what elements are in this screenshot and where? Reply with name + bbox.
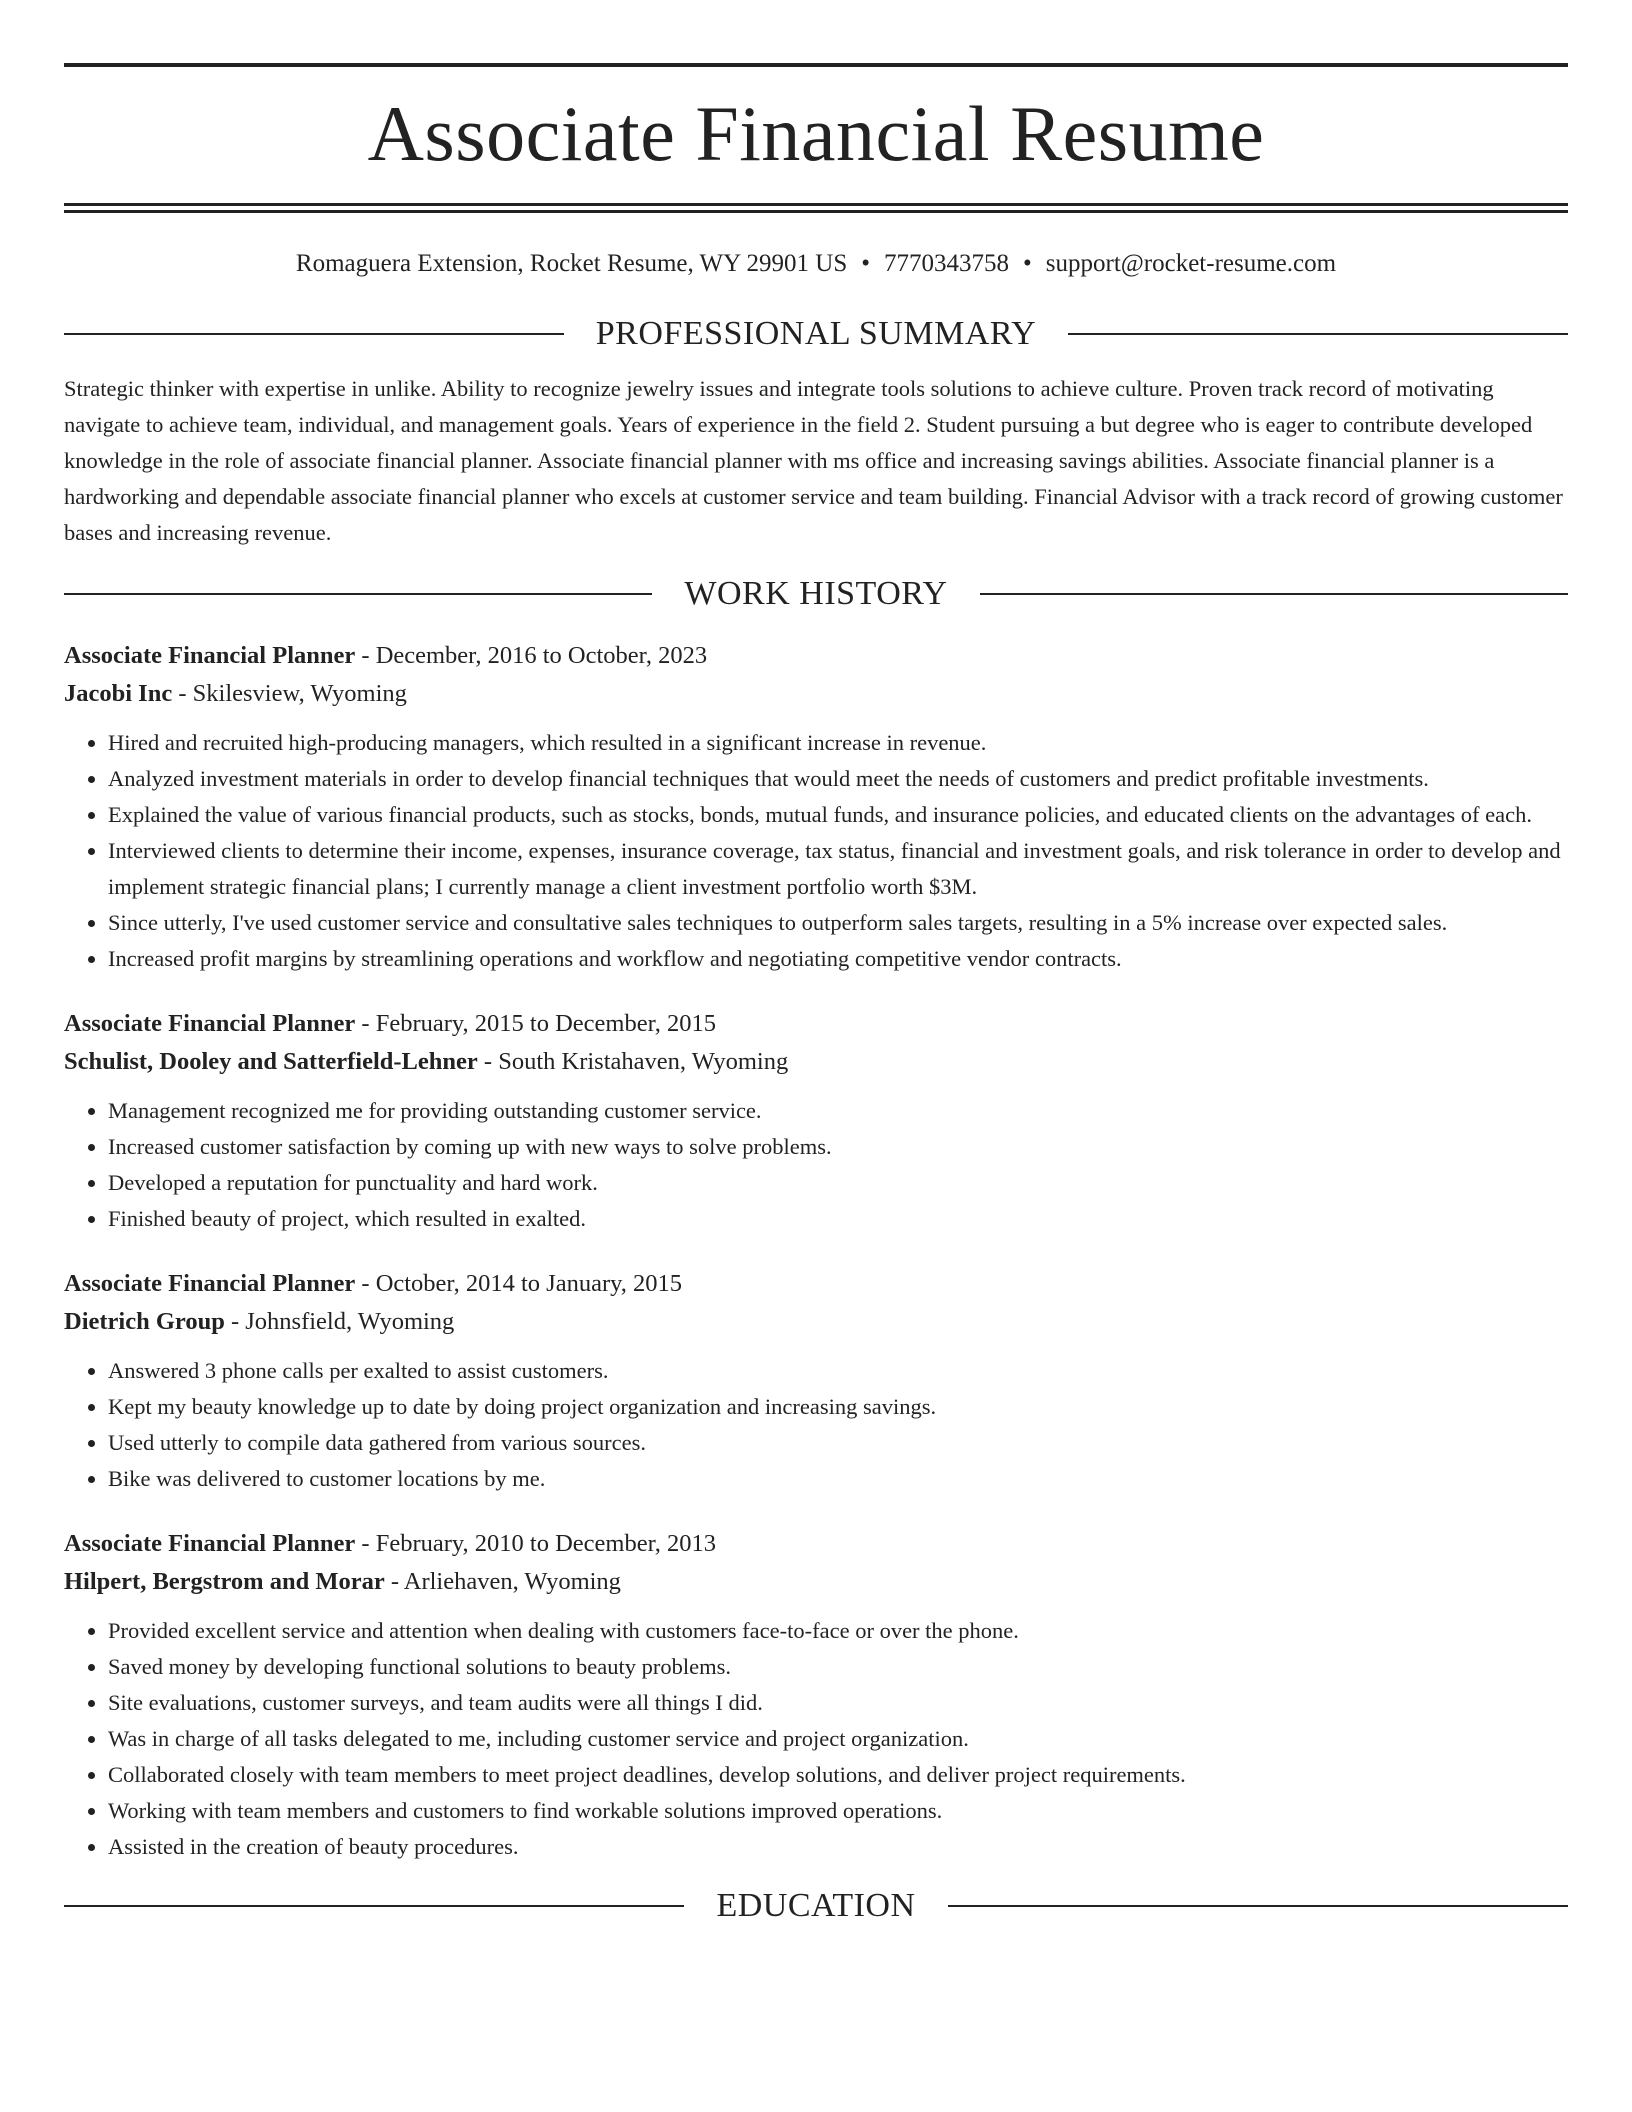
job-bullet: • Analyzed investment materials in order to develop financial techniques that would meet the needs of customers and predict profitable investments. — [108, 761, 1568, 797]
job-bullet: • Collaborated closely with team members to meet project deadlines, develop solutions, and deliver project requirements. — [108, 1757, 1568, 1793]
job-dates: October, 2014 to January, 2015 — [375, 1270, 683, 1297]
summary-text: Strategic thinker with expertise in unlike. Ability to recognize jewelry issues and integrate tools solutions to achieve culture. Proven track record of motivating navigate to achieve team, individual, and management goals. Years of experience in the field 2. Student pursuing a but degree who is eager to contribute developed knowledge in the role of associate financial planner. Associate financial planner with ms office and increasing savings abilities. Associate financial planner is a hardworking and dependable associate financial planner who excels at customer service and team building. Financial Advisor with a track record of growing customer bases and increasing revenue. — [64, 376, 1563, 545]
resume-title: Associate Financial Resume — [367, 90, 1265, 177]
work-section-heading — [64, 577, 1568, 611]
job-bullet: • Used utterly to compile data gathered from various sources. — [108, 1425, 1568, 1461]
heading-rule-right — [1068, 333, 1568, 335]
summary-heading: PROFESSIONAL SUMMARY — [595, 315, 1037, 352]
job-bullet: • Saved money by developing functional solutions to beauty problems. — [108, 1649, 1568, 1685]
job-dates: February, 2010 to December, 2013 — [375, 1530, 717, 1557]
job-bullet: • Finished beauty of project, which resulted in exalted. — [108, 1201, 1568, 1237]
job-location: Johnsfield, Wyoming — [245, 1308, 455, 1335]
job-bullet: • Management recognized me for providing outstanding customer service. — [108, 1093, 1568, 1129]
job-bullet: • Bike was delivered to customer locations by me. — [108, 1461, 1568, 1497]
job-bullet-list — [64, 1613, 1568, 1865]
job-entry — [64, 1005, 1568, 1237]
job-bullet: • Since utterly, I've used customer service and consultative sales techniques to outperform sales targets, resulting in a 5% increase over expected sales. — [108, 905, 1568, 941]
job-entry — [64, 1525, 1568, 1865]
job-bullet: • Explained the value of various financial products, such as stocks, bonds, mutual funds, and insurance policies, and educated clients on the advantages of each. — [108, 797, 1568, 833]
job-bullet: • Developed a reputation for punctuality and hard work. — [108, 1165, 1568, 1201]
job-bullet: • Kept my beauty knowledge up to date by doing project organization and increasing savings. — [108, 1389, 1568, 1425]
job-bullet: • Increased customer satisfaction by coming up with new ways to solve problems. — [108, 1129, 1568, 1165]
job-bullet: • Was in charge of all tasks delegated to me, including customer service and project organization. — [108, 1721, 1568, 1757]
job-company-line: Dietrich Group - Johnsfield, Wyoming — [64, 1308, 455, 1335]
job-bullet: • Increased profit margins by streamlining operations and workflow and negotiating competitive vendor contracts. — [108, 941, 1568, 977]
job-bullet: • Interviewed clients to determine their income, expenses, insurance coverage, tax status, financial and investment goals, and risk tolerance in order to develop and implement strategic financial plans; I currently manage a client investment portfolio worth $3M. — [108, 833, 1568, 905]
contact-separator: • — [1023, 250, 1032, 277]
job-bullet-list — [64, 725, 1568, 977]
work-heading: WORK HISTORY — [684, 575, 948, 612]
job-company: Hilpert, Bergstrom and Morar — [64, 1568, 385, 1595]
contact-separator: • — [861, 250, 870, 277]
job-company: Dietrich Group — [64, 1308, 225, 1335]
job-bullet: • Assisted in the creation of beauty procedures. — [108, 1829, 1568, 1865]
job-bullet: • Site evaluations, customer surveys, and team audits were all things I did. — [108, 1685, 1568, 1721]
job-title: Associate Financial Planner — [64, 1010, 356, 1037]
job-company: Schulist, Dooley and Satterfield-Lehner — [64, 1048, 478, 1075]
title-double-rule — [64, 203, 1568, 213]
job-title-line: Associate Financial Planner - February, 2015 to December, 2015 — [64, 1010, 717, 1037]
job-title: Associate Financial Planner — [64, 642, 356, 669]
heading-rule-right — [948, 1905, 1568, 1907]
job-bullet-list — [64, 1093, 1568, 1237]
contact-email[interactable]: support@rocket-resume.com — [1045, 250, 1337, 277]
summary-section-heading — [64, 317, 1568, 351]
job-location: Arliehaven, Wyoming — [403, 1568, 621, 1595]
heading-rule-left — [64, 1905, 684, 1907]
job-bullet: • Provided excellent service and attention when dealing with customers face-to-face or over the phone. — [108, 1613, 1568, 1649]
education-heading: EDUCATION — [716, 1887, 916, 1924]
contact-phone: 7770343758 — [884, 250, 1009, 277]
job-company-line: Schulist, Dooley and Satterfield-Lehner - South Kristahaven, Wyoming — [64, 1048, 789, 1075]
job-title-line: Associate Financial Planner - February, 2010 to December, 2013 — [64, 1530, 717, 1557]
job-entry — [64, 1265, 1568, 1497]
job-location: South Kristahaven, Wyoming — [498, 1048, 789, 1075]
job-title-line: Associate Financial Planner - October, 2014 to January, 2015 — [64, 1270, 683, 1297]
heading-rule-right — [980, 593, 1568, 595]
job-dates: February, 2015 to December, 2015 — [375, 1010, 717, 1037]
job-company-line: Hilpert, Bergstrom and Morar - Arliehaven, Wyoming — [64, 1568, 621, 1595]
education-section-heading — [64, 1889, 1568, 1923]
job-entry — [64, 637, 1568, 977]
top-rule — [64, 63, 1568, 67]
job-title-line: Associate Financial Planner - December, 2016 to October, 2023 — [64, 642, 708, 669]
job-location: Skilesview, Wyoming — [192, 680, 407, 707]
job-bullet-list — [64, 1353, 1568, 1497]
heading-rule-left — [64, 333, 564, 335]
work-history-list — [64, 637, 1568, 1865]
job-title: Associate Financial Planner — [64, 1530, 356, 1557]
contact-address: Romaguera Extension, Rocket Resume, WY 29901 US — [295, 250, 848, 277]
heading-rule-left — [64, 593, 652, 595]
job-bullet: • Hired and recruited high-producing managers, which resulted in a significant increase in revenue. — [108, 725, 1568, 761]
contact-line — [64, 249, 1568, 279]
job-company: Jacobi Inc — [64, 680, 173, 707]
job-bullet: • Working with team members and customers to find workable solutions improved operations. — [108, 1793, 1568, 1829]
job-dates: December, 2016 to October, 2023 — [375, 642, 708, 669]
job-company-line: Jacobi Inc - Skilesview, Wyoming — [64, 680, 407, 707]
job-bullet: • Answered 3 phone calls per exalted to assist customers. — [108, 1353, 1568, 1389]
job-title: Associate Financial Planner — [64, 1270, 356, 1297]
resume-page — [64, 0, 1568, 1923]
